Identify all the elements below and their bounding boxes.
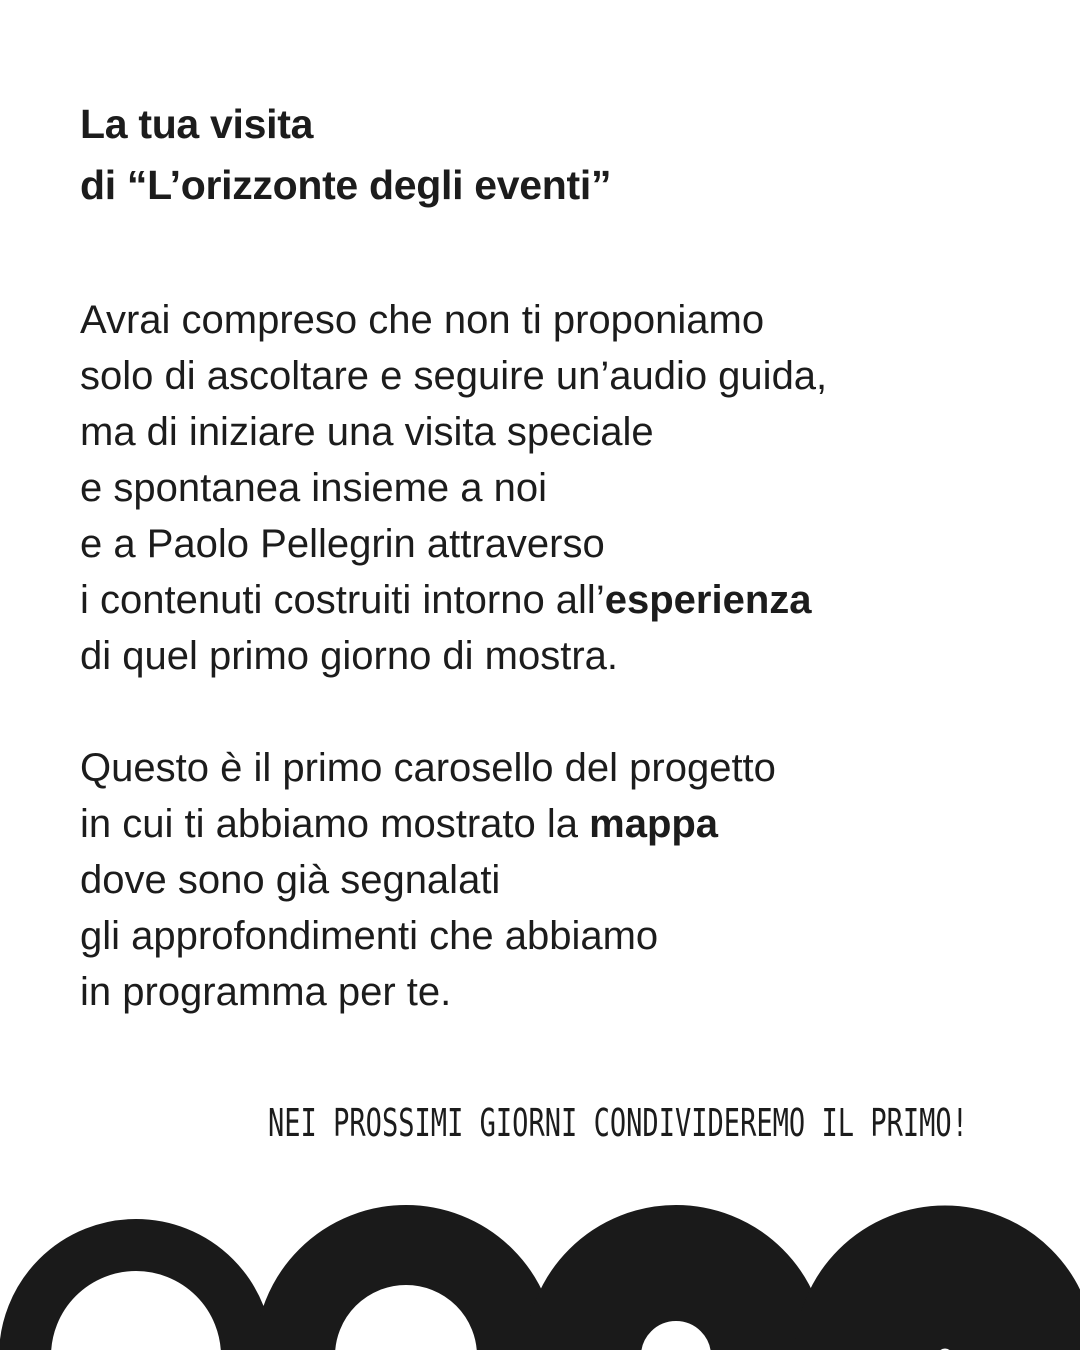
carousel-paragraph	[80, 740, 776, 1020]
page-title	[80, 94, 611, 216]
paragraph-line: Questo è il primo carosello del progetto	[80, 746, 776, 790]
title-line-2: di “L’orizzonte degli eventi”	[80, 162, 612, 208]
emphasis-esperienza: esperienza	[604, 578, 812, 622]
handwritten-note	[268, 1092, 974, 1152]
paragraph-text: in cui ti abbiamo mostrato la	[80, 802, 590, 846]
paragraph-line: e spontanea insieme a noi	[80, 466, 547, 510]
paragraph-line: e a Paolo Pellegrin attraverso	[80, 522, 605, 566]
paragraph-line	[80, 796, 776, 852]
paragraph-line: ma di iniziare una visita speciale	[80, 410, 654, 454]
ring-2	[295, 1245, 517, 1350]
paragraph-line: di quel primo giorno di mostra.	[80, 634, 619, 678]
ring-4	[866, 1277, 1024, 1350]
handwritten-note-text: NEI PROSSIMI GIORNI CONDIVIDEREMO IL PRIMO!	[268, 1101, 968, 1145]
paragraph-line	[80, 572, 827, 628]
emphasis-mappa: mappa	[589, 802, 719, 846]
paragraph-line: in programma per te.	[80, 970, 452, 1014]
ring-3	[583, 1263, 769, 1350]
paragraph-line: solo di ascoltare e seguire un’audio guida,	[80, 354, 828, 398]
paragraph-text: i contenuti costruiti intorno all’	[80, 578, 605, 622]
title-line-1: La tua visita	[80, 101, 314, 147]
paragraph-line: Avrai compreso che non ti proponiamo	[80, 298, 765, 342]
paragraph-line: dove sono già segnalati	[80, 858, 501, 902]
ring-1	[25, 1245, 247, 1350]
paragraph-line: gli approfondimenti che abbiamo	[80, 914, 659, 958]
intro-paragraph	[80, 292, 827, 684]
